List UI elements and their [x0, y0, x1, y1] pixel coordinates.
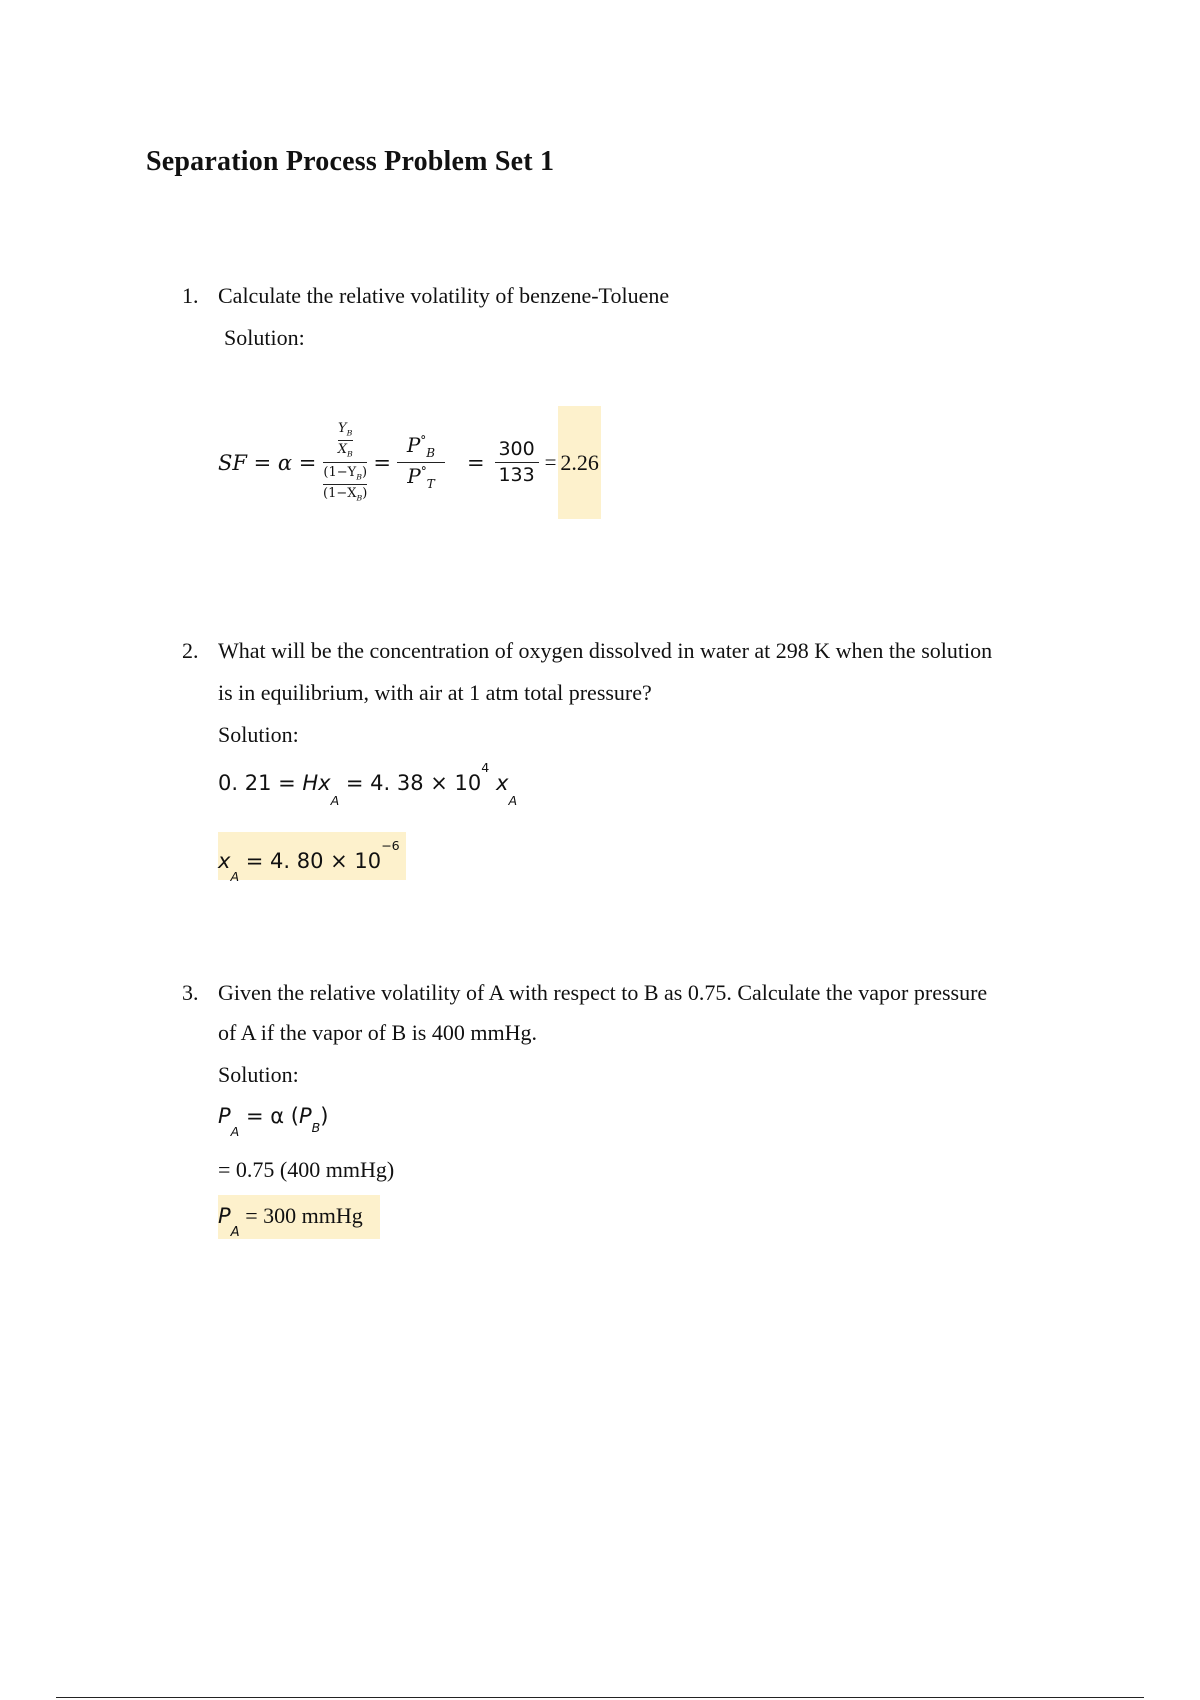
vapor-pressure-equation: $P_A = \alpha$ $(P_B)$ — [218, 1104, 329, 1140]
vapor-pressure-ratio: $\frac{P^\circ_B}{P^\circ_T}$ — [397, 434, 445, 491]
relative-volatility-equation — [218, 405, 601, 520]
equals-sign: = — [466, 450, 485, 475]
equals-sign: = — [544, 450, 557, 474]
henry-law-equation: 0. $21 = Hx_A = 4$. $38 \times 10^4$ $x_A$ — [218, 760, 518, 809]
substitution-line: = 0.75 (400 mmHg) — [218, 1157, 395, 1182]
highlighted-answer: $P_A = 300$ mmHg — [218, 1195, 380, 1239]
problem-question-line: of A if the vapor of B is 400 mmHg. — [218, 1020, 537, 1045]
bottom-divider — [56, 1697, 1144, 1698]
highlighted-answer: $x_A = 4$. $80 \times 10^{-6}$ — [218, 832, 406, 880]
problem-question-line: Given the relative volatility of A with respect to B as 0.75. Calculate the vapor pressure — [218, 980, 988, 1005]
solution-label: Solution: — [218, 722, 299, 747]
highlighted-answer: 2.26 — [558, 406, 601, 519]
numeric-fraction: $\frac{300}{133}$ — [495, 439, 539, 486]
problem-question-line: What will be the concentration of oxygen dissolved in water at 298 K when the solution — [218, 638, 993, 663]
problem-number: 3. — [182, 980, 199, 1005]
problem-question-line: is in equilibrium, with air at 1 atm total pressure? — [218, 680, 652, 705]
problem-question: Calculate the relative volatility of benzene-Toluene — [218, 283, 670, 308]
solution-label: Solution: — [218, 1062, 299, 1087]
problem-number: 1. — [182, 283, 199, 308]
solution-label: Solution: — [224, 325, 305, 350]
page-title: Separation Process Problem Set 1 — [146, 146, 555, 177]
problem-number: 2. — [182, 638, 199, 663]
equals-sign: = — [373, 450, 391, 475]
selectivity-compound-fraction: $\frac{\frac{Y_B}{X_B}}{\frac{(1-Y_B)}{(1-X_B)}}$ — [323, 420, 368, 503]
equation-lhs: SF = α = — [218, 450, 317, 475]
